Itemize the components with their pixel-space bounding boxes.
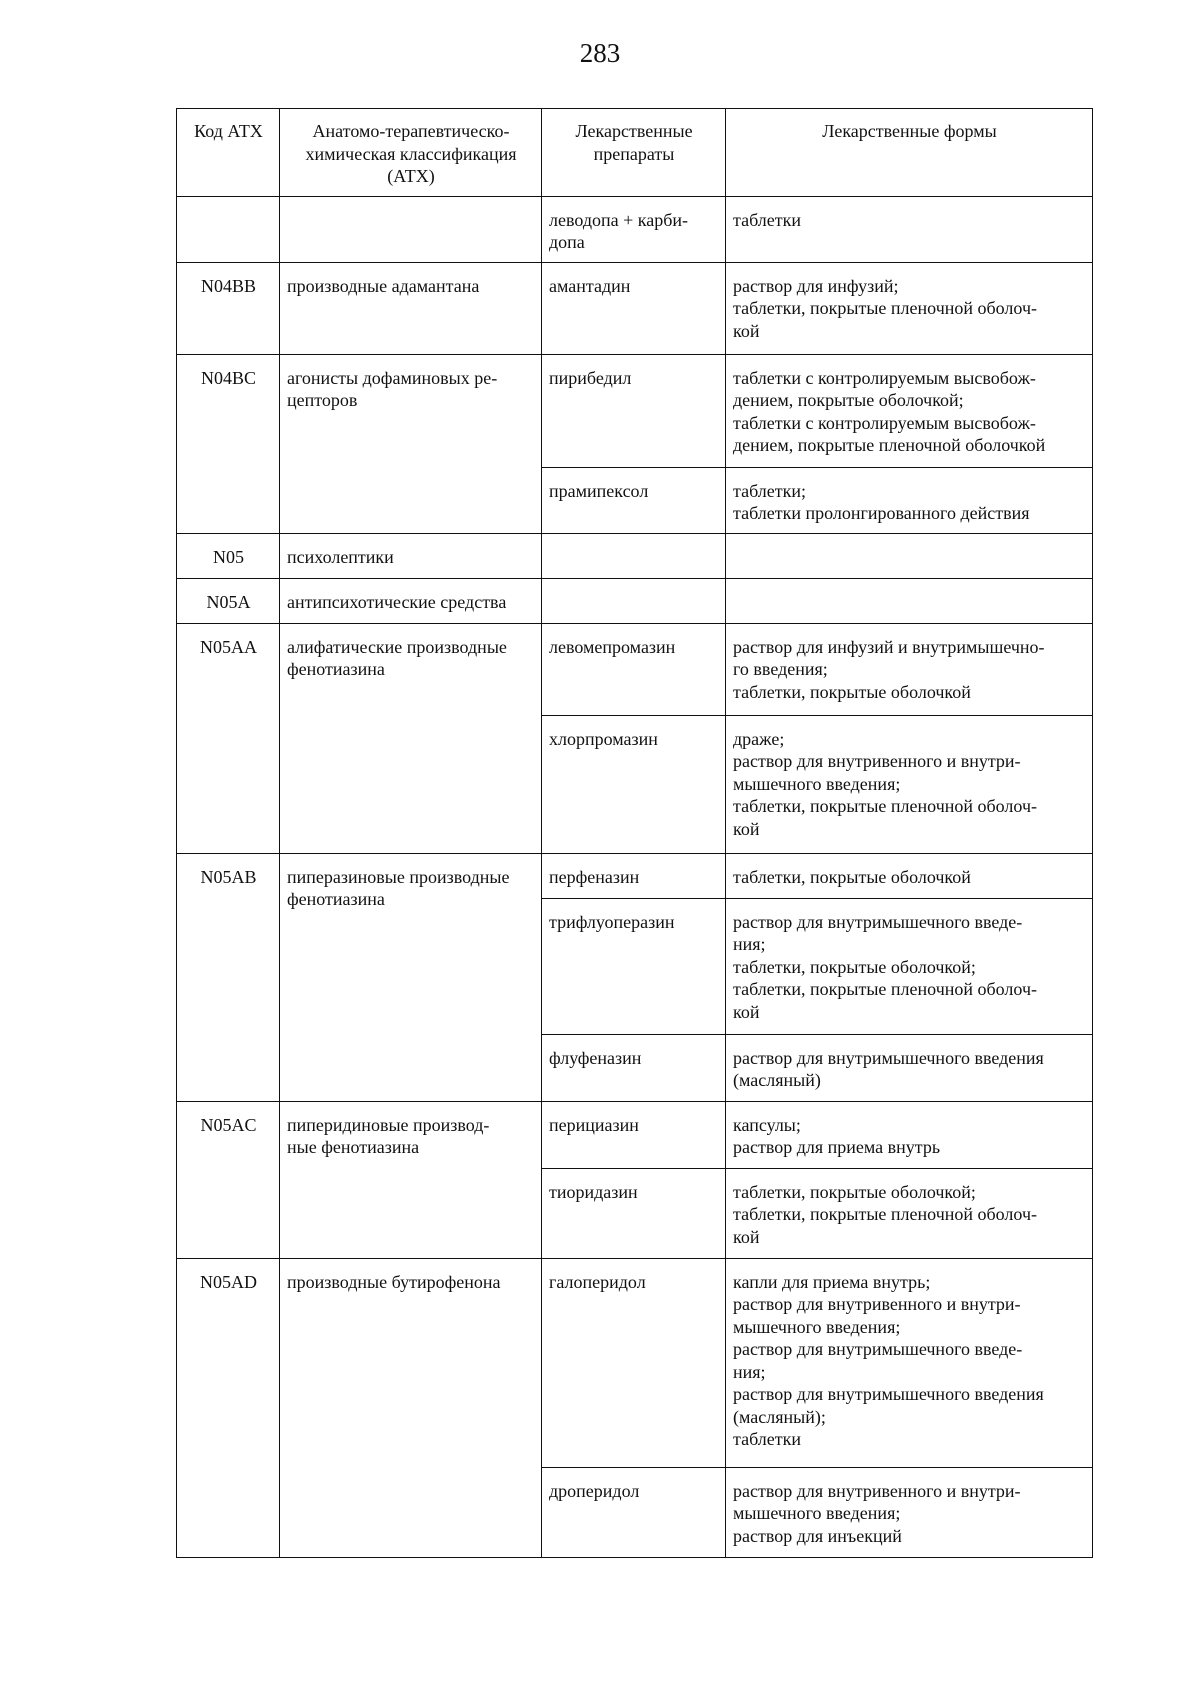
forms-line: таблетки, покрытые пленочной оболоч- [733,298,1037,318]
forms-line: мышечного введения; [733,1316,901,1337]
drug-cell [542,1467,726,1557]
classification-line: антипсихотические средства [287,591,507,612]
drug-line: прамипексол [549,480,649,501]
atc-table [176,108,1093,1558]
drug-cell [542,1101,726,1168]
forms-line: мышечного введения; [733,1503,901,1523]
classification-cell [280,354,542,533]
forms-line: (масляный) [733,1070,821,1090]
forms-line: таблетки [733,209,802,230]
drug-cell [542,533,726,578]
drug-cell [542,898,726,1034]
table-row [177,623,1093,715]
forms-cell [726,1168,1093,1258]
table-header-row [177,109,1093,197]
forms-line: таблетки, покрытые оболочкой; [733,956,976,977]
header-forms: Лекарственные формы [726,109,1093,197]
drug-line: леводопа + карби- [549,209,689,230]
forms-line: ния; [733,1361,766,1382]
forms-line: раствор для инъекций [733,1525,902,1546]
classification-cell [280,1258,542,1557]
code-cell: N05 [177,533,280,578]
classification-cell [280,262,542,354]
forms-cell [726,853,1093,898]
forms-line: кой [733,818,760,839]
code-cell: N05AD [177,1258,280,1557]
code-cell: N05AB [177,853,280,1101]
forms-cell [726,1467,1093,1557]
drug-cell [542,715,726,853]
drug-line: хлорпромазин [549,728,658,749]
forms-line: таблетки, покрытые пленочной оболоч- [733,1204,1037,1224]
drug-cell [542,196,726,262]
table-row [177,196,1093,262]
classification-cell [280,196,542,262]
forms-line: таблетки пролонгированного действия [733,503,1030,523]
drug-cell [542,262,726,354]
drug-cell [542,1168,726,1258]
forms-line: раствор для инфузий; [733,275,899,296]
forms-cell [726,1034,1093,1101]
code-cell: N04BC [177,354,280,533]
forms-cell [726,715,1093,853]
forms-line: го введения; [733,659,828,679]
forms-line: таблетки, покрытые оболочкой; [733,1181,976,1202]
drug-line: галоперидол [549,1271,646,1292]
code-cell: N05AA [177,623,280,853]
table-row [177,1258,1093,1467]
forms-line: таблетки; [733,480,807,501]
classification-line: алифатические производные [287,636,507,657]
forms-cell [726,898,1093,1034]
header-classification [280,109,542,197]
forms-line: драже; [733,728,785,749]
forms-line: мышечного введения; [733,773,901,794]
forms-cell [726,262,1093,354]
drug-line: перфеназин [549,866,640,887]
forms-line: дением, покрытые оболочкой; [733,390,964,410]
classification-cell [280,533,542,578]
forms-line: раствор для внутримышечного введения [733,1384,1044,1404]
table-row [177,354,1093,467]
drug-line: амантадин [549,275,631,296]
drug-line: дроперидол [549,1480,640,1501]
drug-cell [542,853,726,898]
header-classification-line: (АТХ) [387,166,435,186]
forms-cell [726,533,1093,578]
drug-line: трифлуоперазин [549,911,675,932]
classification-line: фенотиазина [287,659,385,679]
forms-line: кой [733,1226,760,1247]
forms-cell [726,623,1093,715]
drug-line: допа [549,232,585,252]
forms-line: кой [733,320,760,341]
forms-line: раствор для внутривенного и внутри- [733,751,1021,771]
code-cell: N05AC [177,1101,280,1258]
forms-line: раствор для приема внутрь [733,1137,941,1157]
forms-line: капсулы; [733,1114,801,1135]
classification-line: психолептики [287,546,394,567]
drug-cell [542,623,726,715]
table-row [177,262,1093,354]
forms-line: раствор для внутримышечного введе- [733,911,1023,932]
classification-line: производные бутирофенона [287,1271,501,1292]
forms-cell [726,354,1093,467]
classification-line: ные фенотиазина [287,1137,420,1157]
classification-line: производные адамантана [287,275,480,296]
forms-line: ния; [733,934,766,954]
classification-cell [280,1101,542,1258]
table-row [177,533,1093,578]
forms-cell [726,578,1093,623]
forms-line: раствор для внутримышечного введения [733,1047,1044,1068]
header-classification-line: Анатомо-терапевтическо- [312,121,510,141]
forms-line: таблетки с контролируемым высвобож- [733,412,1036,433]
classification-cell [280,578,542,623]
header-classification-line: химическая классификация [305,143,517,164]
table-row [177,578,1093,623]
header-drugs-line: Лекарственные [575,121,693,141]
classification-cell [280,623,542,853]
forms-line: дением, покрытые пленочной оболочкой [733,435,1046,455]
classification-line: пиперазиновые производные [287,866,510,887]
drug-cell [542,1034,726,1101]
forms-cell [726,467,1093,533]
drug-line: тиоридазин [549,1181,638,1202]
forms-line: раствор для внутривенного и внутри- [733,1294,1021,1314]
forms-line: таблетки, покрытые пленочной оболоч- [733,979,1037,999]
header-drugs [542,109,726,197]
forms-cell [726,1101,1093,1168]
page-number: 283 [579,38,621,68]
forms-line: капли для приема внутрь; [733,1271,931,1292]
forms-line: таблетки [733,1429,802,1449]
drug-cell [542,578,726,623]
drug-line: перициазин [549,1114,639,1135]
classification-line: агонисты дофаминовых ре- [287,367,498,388]
classification-cell [280,853,542,1101]
forms-cell [726,196,1093,262]
forms-line: раствор для внутримышечного введе- [733,1339,1023,1359]
forms-line: таблетки, покрытые оболочкой [733,866,971,887]
header-code: Код АТХ [177,109,280,197]
drug-cell [542,467,726,533]
drug-line: пирибедил [549,367,632,388]
forms-line: таблетки, покрытые оболочкой [733,681,971,702]
classification-line: фенотиазина [287,889,385,909]
header-drugs-line: препараты [593,143,675,164]
code-cell [177,196,280,262]
forms-line: раствор для инфузий и внутримышечно- [733,636,1045,657]
forms-line: раствор для внутривенного и внутри- [733,1480,1021,1501]
table-row [177,853,1093,898]
code-cell: N04BB [177,262,280,354]
drug-cell [542,354,726,467]
drug-line: флуфеназин [549,1047,642,1068]
forms-line: таблетки с контролируемым высвобож- [733,367,1036,388]
forms-line: кой [733,1001,760,1022]
forms-cell [726,1258,1093,1467]
table-row [177,1101,1093,1168]
drug-line: левомепромазин [549,636,676,657]
classification-line: цепторов [287,390,358,410]
code-cell: N05A [177,578,280,623]
classification-line: пиперидиновые производ- [287,1114,490,1135]
drug-cell [542,1258,726,1467]
forms-line: таблетки, покрытые пленочной оболоч- [733,796,1037,816]
forms-line: (масляный); [733,1406,826,1427]
